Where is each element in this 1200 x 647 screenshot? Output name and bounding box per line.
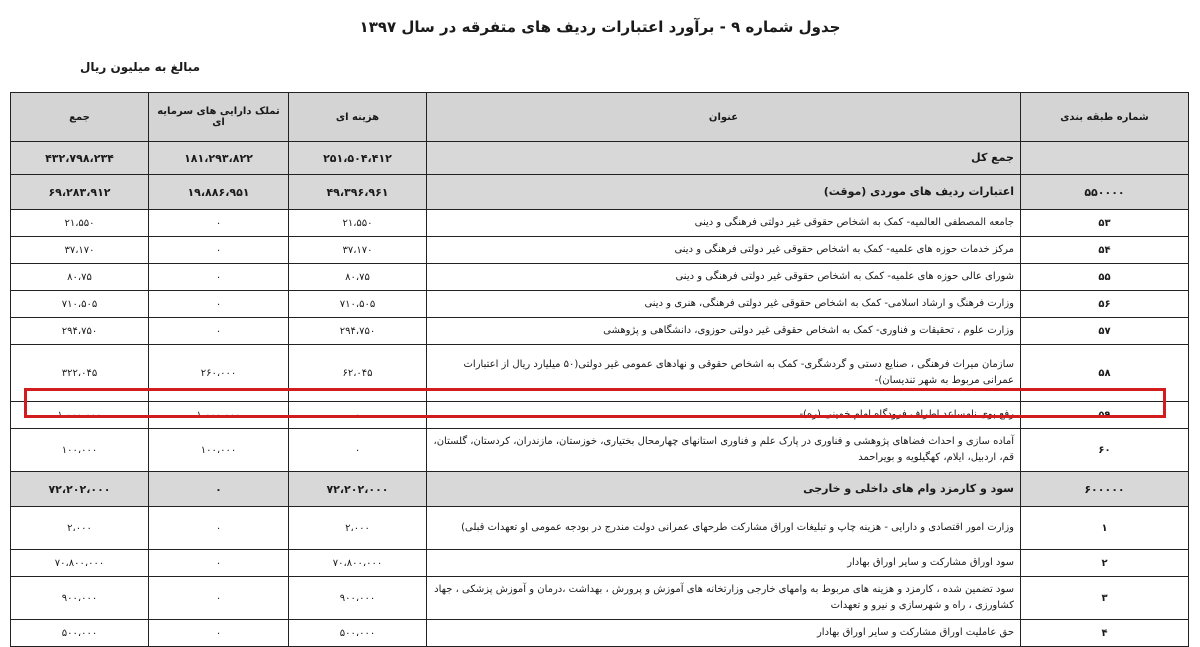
- budget-table-container: [10, 92, 1188, 647]
- table-header-row: [11, 93, 1189, 142]
- row-title: جامعه المصطفی العالمیه- کمک به اشخاص حقوقی غیر دولتی فرهنگی و دینی: [427, 210, 1021, 237]
- row-total: ۳۷،۱۷۰: [11, 237, 149, 264]
- row-code: ۵۹: [1021, 402, 1189, 429]
- grand-total-row: [11, 142, 1189, 175]
- row-total: ۳۲۲،۰۴۵: [11, 345, 149, 402]
- row-total: ۷۱۰،۵۰۵: [11, 291, 149, 318]
- section-title: سود و کارمزد وام های داخلی و خارجی: [427, 472, 1021, 507]
- row-expense: ۵۰۰،۰۰۰: [289, 620, 427, 647]
- row-expense: ۳۷،۱۷۰: [289, 237, 427, 264]
- row-expense: ۷۱۰،۵۰۵: [289, 291, 427, 318]
- row-code: ۱: [1021, 507, 1189, 550]
- section-capital: ۱۹،۸۸۶،۹۵۱: [149, 175, 289, 210]
- row-total: ۱۰۰،۰۰۰: [11, 429, 149, 472]
- row-title: شورای عالی حوزه های علمیه- کمک به اشخاص حقوقی غیر دولتی فرهنگی و دینی: [427, 264, 1021, 291]
- row-code: ۶۰: [1021, 429, 1189, 472]
- row-capital: ۰: [149, 318, 289, 345]
- budget-table: [10, 92, 1189, 647]
- row-title: وزارت علوم ، تحقیقات و فناوری- کمک به اشخاص حقوقی غیر دولتی حوزوی، دانشگاهی و پژوهشی: [427, 318, 1021, 345]
- row-code: ۵۴: [1021, 237, 1189, 264]
- row-total: ۲،۰۰۰: [11, 507, 149, 550]
- section-title: اعتبارات ردیف های موردی (موقت): [427, 175, 1021, 210]
- row-total: ۷۰،۸۰۰،۰۰۰: [11, 550, 149, 577]
- unit-note: مبالغ به میلیون ریال: [80, 60, 201, 74]
- row-capital: ۰: [149, 577, 289, 620]
- row-capital: ۰: [149, 237, 289, 264]
- section-row: [11, 472, 1189, 507]
- row-capital: ۰: [149, 210, 289, 237]
- row-code: ۳: [1021, 577, 1189, 620]
- row-expense: ۷۰،۸۰۰،۰۰۰: [289, 550, 427, 577]
- table-row: [11, 318, 1189, 345]
- section-total: ۷۲،۲۰۲،۰۰۰: [11, 472, 149, 507]
- row-code: ۵۵: [1021, 264, 1189, 291]
- header-title: عنوان: [427, 93, 1021, 142]
- row-expense: ۶۲،۰۴۵: [289, 345, 427, 402]
- row-total: ۲۱،۵۵۰: [11, 210, 149, 237]
- table-row: [11, 550, 1189, 577]
- row-title: سود اوراق مشارکت و سایر اوراق بهادار: [427, 550, 1021, 577]
- table-row: [11, 264, 1189, 291]
- row-expense: ۰: [289, 429, 427, 472]
- grand-total-total: ۴۳۲،۷۹۸،۲۳۴: [11, 142, 149, 175]
- row-total: ۲۹۴،۷۵۰: [11, 318, 149, 345]
- row-expense: ۲۹۴،۷۵۰: [289, 318, 427, 345]
- row-expense: ۹۰۰،۰۰۰: [289, 577, 427, 620]
- row-capital: ۱،۰۰۰،۰۰۰: [149, 402, 289, 429]
- row-title: سازمان میراث فرهنگی ، صنایع دستی و گردشگری- کمک به اشخاص حقوقی و نهادهای عمومی غیر دولتی(۵۰ میلیارد ریال از اعتبارات عمرانی مربوط به شهر تندیسان)-: [427, 345, 1021, 402]
- row-code: ۵۷: [1021, 318, 1189, 345]
- table-row: [11, 237, 1189, 264]
- grand-total-capital: ۱۸۱،۲۹۳،۸۲۲: [149, 142, 289, 175]
- row-code: ۵۶: [1021, 291, 1189, 318]
- header-total: جمع: [11, 93, 149, 142]
- table-row: [11, 429, 1189, 472]
- row-total: ۸۰،۷۵: [11, 264, 149, 291]
- row-capital: ۲۶۰،۰۰۰: [149, 345, 289, 402]
- row-total: ۱،۰۰۰،۰۰۰: [11, 402, 149, 429]
- row-code: ۵۸: [1021, 345, 1189, 402]
- section-expense: ۷۲،۲۰۲،۰۰۰: [289, 472, 427, 507]
- row-capital: ۰: [149, 550, 289, 577]
- grand-total-title: جمع کل: [427, 142, 1021, 175]
- row-title: مرکز خدمات حوزه های علمیه- کمک به اشخاص حقوقی غیر دولتی فرهنگی و دینی: [427, 237, 1021, 264]
- row-capital: ۰: [149, 507, 289, 550]
- section-code: ۶۰۰۰۰۰: [1021, 472, 1189, 507]
- section-capital: ۰: [149, 472, 289, 507]
- section-total: ۶۹،۲۸۳،۹۱۲: [11, 175, 149, 210]
- row-capital: ۰: [149, 264, 289, 291]
- row-code: ۲: [1021, 550, 1189, 577]
- row-expense: ۸۰،۷۵: [289, 264, 427, 291]
- table-row: [11, 291, 1189, 318]
- row-total: ۹۰۰،۰۰۰: [11, 577, 149, 620]
- grand-total-code: [1021, 142, 1189, 175]
- header-capital: تملک دارایی های سرمایه ای: [149, 93, 289, 142]
- table-row: [11, 577, 1189, 620]
- row-expense: ۲،۰۰۰: [289, 507, 427, 550]
- header-code: شماره طبقه بندی: [1021, 93, 1189, 142]
- row-title: رفع بوی نامساعد اطراف فرودگاه امام خمینی (ره)-: [427, 402, 1021, 429]
- row-title: وزارت امور اقتصادی و دارایی - هزینه چاپ و تبلیغات اوراق مشارکت طرحهای عمرانی دولت مندرج در بودجه عمومی او تعهدات قبلی): [427, 507, 1021, 550]
- row-code: ۴: [1021, 620, 1189, 647]
- row-capital: ۰: [149, 291, 289, 318]
- row-title: آماده سازی و احداث فضاهای پژوهشی و فناوری در پارک علم و فناوری استانهای چهارمحال بختیاری، خوزستان، مازندران، کردستان، گلستان، قم، اردبیل، ایلام، کهگیلویه و بویراحمد: [427, 429, 1021, 472]
- section-expense: ۴۹،۳۹۶،۹۶۱: [289, 175, 427, 210]
- table-row: [11, 620, 1189, 647]
- row-capital: ۰: [149, 620, 289, 647]
- row-code: ۵۳: [1021, 210, 1189, 237]
- row-title: وزارت فرهنگ و ارشاد اسلامی- کمک به اشخاص حقوقی غیر دولتی فرهنگی، هنری و دینی: [427, 291, 1021, 318]
- table-row: [11, 507, 1189, 550]
- row-title: حق عاملیت اوراق مشارکت و سایر اوراق بهادار: [427, 620, 1021, 647]
- section-row: [11, 175, 1189, 210]
- document-title: جدول شماره ۹ - برآورد اعتبارات ردیف های متفرقه در سال ۱۳۹۷: [359, 18, 841, 36]
- row-title: سود تضمین شده ، کارمزد و هزینه های مربوط به وامهای خارجی وزارتخانه های آموزش و پرورش ، بهداشت ،درمان و آموزش پزشکی ، جهاد کشاورزی ، راه و شهرسازی و نیرو و تعهدات: [427, 577, 1021, 620]
- table-row: [11, 210, 1189, 237]
- row-capital: ۱۰۰،۰۰۰: [149, 429, 289, 472]
- section-code: ۵۵۰۰۰۰: [1021, 175, 1189, 210]
- table-row: [11, 345, 1189, 402]
- row-expense: ۲۱،۵۵۰: [289, 210, 427, 237]
- row-total: ۵۰۰،۰۰۰: [11, 620, 149, 647]
- table-row-highlighted: [11, 402, 1189, 429]
- row-expense: ۰: [289, 402, 427, 429]
- grand-total-expense: ۲۵۱،۵۰۴،۴۱۲: [289, 142, 427, 175]
- header-expense: هزینه ای: [289, 93, 427, 142]
